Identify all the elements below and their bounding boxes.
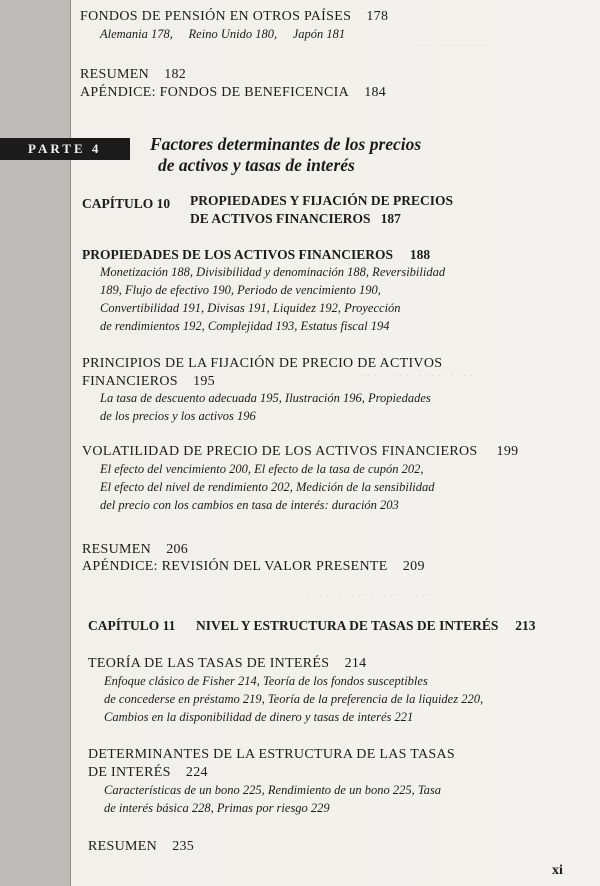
show-through-text: · · · · · · · · · · · · · · · · · ·	[360, 370, 473, 382]
toc-subitems: Alemania 178, Reino Unido 180, Japón 181	[100, 27, 346, 41]
toc-heading: TEORÍA DE LAS TASAS DE INTERÉS 214	[88, 656, 367, 671]
toc-subitems: El efecto del vencimiento 200, El efecto de la tasa de cupón 202,	[100, 462, 424, 476]
chapter-label: CAPÍTULO 10	[82, 196, 171, 211]
toc-heading: DETERMINANTES DE LA ESTRUCTURA DE LAS TASAS	[88, 747, 455, 762]
toc-heading: VOLATILIDAD DE PRECIO DE LOS ACTIVOS FINANCIEROS 199	[82, 444, 519, 459]
toc-subitems: de rendimientos 192, Complejidad 193, Estatus fiscal 194	[100, 319, 390, 333]
toc-apendice: APÉNDICE: REVISIÓN DEL VALOR PRESENTE 209	[82, 559, 425, 574]
page-number: xi	[552, 863, 563, 878]
toc-resumen: RESUMEN 206	[82, 542, 189, 557]
toc-subitems: de concederse en préstamo 219, Teoría de la preferencia de la liquidez 220,	[104, 692, 484, 706]
chapter-title: NIVEL Y ESTRUCTURA DE TASAS DE INTERÉS 213	[196, 618, 536, 633]
toc-apendice: APÉNDICE: FONDOS DE BENEFICENCIA 184	[80, 85, 387, 100]
toc-heading: DE INTERÉS 224	[88, 765, 208, 780]
toc-subitems: Cambios en la disponibilidad de dinero y tasas de interés 221	[104, 710, 414, 724]
show-through-text: · · · · · · · · · · · · · · · · · · · · ·	[300, 590, 432, 602]
toc-subitems: La tasa de descuento adecuada 195, Ilustración 196, Propiedades	[100, 391, 431, 405]
toc-subitems: de los precios y los activos 196	[100, 409, 256, 423]
toc-subitems: 189, Flujo de efectivo 190, Periodo de vencimiento 190,	[100, 283, 381, 297]
show-through-text: · · · · · · · · · · · · · · ·	[390, 40, 484, 52]
toc-resumen: RESUMEN 235	[88, 839, 195, 854]
toc-resumen: RESUMEN 182	[80, 67, 187, 82]
toc-subitems: El efecto del nivel de rendimiento 202, Medición de la sensibilidad	[100, 480, 435, 494]
toc-subitems: Monetización 188, Divisibilidad y denominación 188, Reversibilidad	[100, 265, 446, 279]
toc-heading: FINANCIEROS 195	[82, 374, 215, 389]
toc-subitems: Convertibilidad 191, Divisas 191, Liquidez 192, Proyección	[100, 301, 401, 315]
toc-heading: PRINCIPIOS DE LA FIJACIÓN DE PRECIO DE ACTIVOS	[82, 356, 443, 371]
toc-heading: PROPIEDADES DE LOS ACTIVOS FINANCIEROS 188	[82, 247, 431, 262]
toc-subitems: Características de un bono 225, Rendimiento de un bono 225, Tasa	[104, 783, 442, 797]
binding-edge	[70, 0, 71, 886]
toc-heading: FONDOS DE PENSIÓN EN OTROS PAÍSES 178	[80, 9, 389, 24]
part-label: PARTE 4	[0, 138, 130, 160]
chapter-title: PROPIEDADES Y FIJACIÓN DE PRECIOS DE ACTIVOS FINANCIEROS 187	[190, 193, 454, 226]
part-title: Factores determinantes de los precios de activos y tasas de interés	[150, 134, 422, 175]
chapter-label: CAPÍTULO 11	[88, 618, 176, 633]
toc-subitems: del precio con los cambios en tasa de interés: duración 203	[100, 498, 399, 512]
toc-subitems: Enfoque clásico de Fisher 214, Teoría de los fondos susceptibles	[104, 674, 428, 688]
toc-subitems: de interés básica 228, Primas por riesgo 229	[104, 801, 330, 815]
